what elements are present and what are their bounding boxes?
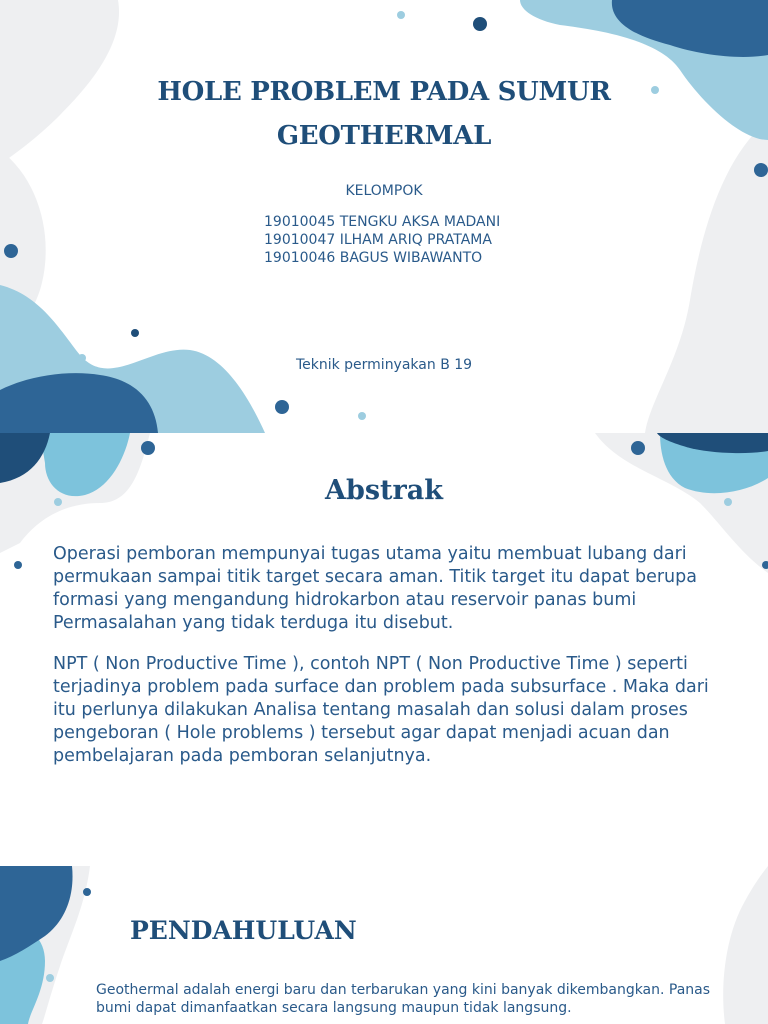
abstract-paragraph-2: NPT ( Non Productive Time ), contoh NPT ( Non Productive Time ) seperti terjadinya problem pada surface dan problem pada subsurface . Maka dari itu perlunya dilakukan Analisa tentang masalah dan solusi dalam proses pengeboran ( Hole problems ) tersebut agar dapat menjadi acuan dan pembelajaran pada pemboran selanjutnya. <box>53 654 709 766</box>
grey-blob-right <box>723 866 768 1024</box>
dark-blue-blob-top-right <box>612 0 768 57</box>
introduction-paragraph: Geothermal adalah energi baru dan terbarukan yang kini banyak dikembangkan. Panas bumi dapat dimanfaatkan secara langsung maupun tidak langsung. <box>96 982 711 1016</box>
dot <box>131 329 139 337</box>
grey-blob-right <box>645 120 768 433</box>
abstract-paragraph-1: Operasi pemboran mempunyai tugas utama yaitu membuat lubang dari permukaan sampai titik target secara aman. Titik target itu dapat berupa formasi yang mengandung hidrokarbon atau reservoir panas bumi Permasalahan yang tidak terduga itu disebut. <box>53 544 697 633</box>
page-title <box>0 70 768 158</box>
section-title: Abstrak <box>325 475 443 506</box>
dot <box>473 17 487 31</box>
dot <box>358 412 366 420</box>
member-item: 19010045 TENGKU AKSA MADANI <box>264 214 501 230</box>
dot <box>141 441 155 455</box>
title-line-1: HOLE PROBLEM PADA SUMUR <box>157 77 611 107</box>
slide-introduction <box>0 866 768 1024</box>
slide-abstract <box>0 433 768 866</box>
section-title: PENDAHULUAN <box>130 916 357 945</box>
dot <box>4 244 18 258</box>
dot <box>631 441 645 455</box>
group-label: KELOMPOK <box>345 183 423 199</box>
member-list <box>264 213 500 267</box>
dot <box>46 974 54 982</box>
dot <box>14 561 22 569</box>
dot <box>275 400 289 414</box>
dot <box>397 11 405 19</box>
slide-title <box>0 0 768 433</box>
class-label: Teknik perminyakan B 19 <box>295 357 473 373</box>
member-item: 19010047 ILHAM ARIQ PRATAMA <box>264 232 492 248</box>
dot <box>754 163 768 177</box>
member-item: 19010046 BAGUS WIBAWANTO <box>264 250 483 266</box>
dot <box>83 888 91 896</box>
title-line-2: GEOTHERMAL <box>276 121 492 151</box>
